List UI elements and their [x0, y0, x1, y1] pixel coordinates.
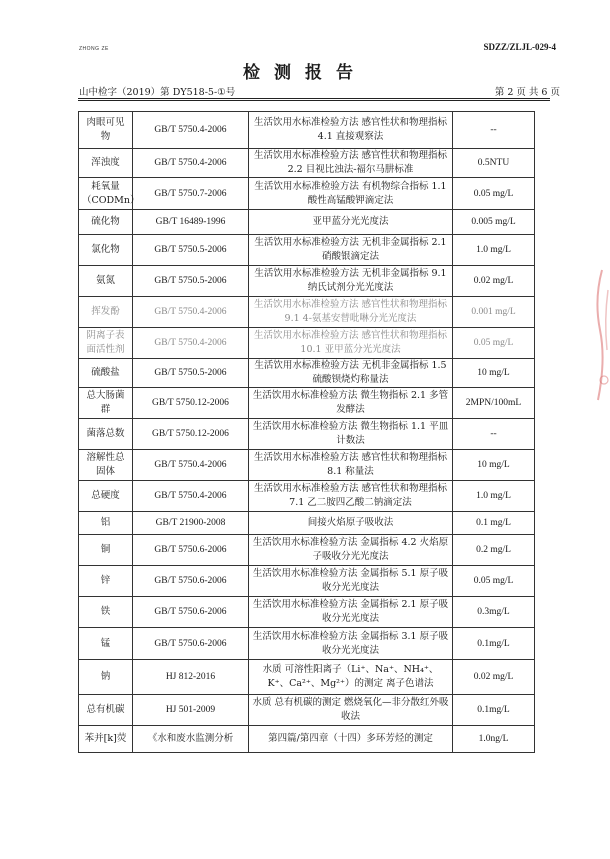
table-row — [79, 660, 535, 695]
method-cell: 生活饮用水标准检验方法 微生物指标 1.1 平皿计数法 — [249, 419, 453, 450]
method-cell: 生活饮用水标准检验方法 无机非金属指标 9.1 纳氏试剂分光光度法 — [249, 266, 453, 297]
table-row — [79, 266, 535, 297]
standard-cell: GB/T 5750.7-2006 — [133, 178, 249, 210]
method-cell: 生活饮用水标准检验方法 金属指标 3.1 原子吸收分光光度法 — [249, 628, 453, 660]
table-row — [79, 512, 535, 535]
detection-limit-cell: 1.0 mg/L — [453, 481, 535, 512]
method-cell: 间接火焰原子吸收法 — [249, 512, 453, 535]
test-item-cell: 铜 — [79, 535, 133, 566]
detection-limit-cell: 0.1 mg/L — [453, 512, 535, 535]
test-item-cell: 硫酸盐 — [79, 359, 133, 388]
method-cell: 生活饮用水标准检验方法 金属指标 4.2 火焰原子吸收分光光度法 — [249, 535, 453, 566]
standard-cell: HJ 812-2016 — [133, 660, 249, 695]
test-item-cell: 菌落总数 — [79, 419, 133, 450]
detection-limit-cell: 10 mg/L — [453, 359, 535, 388]
detection-limit-cell: 0.5NTU — [453, 149, 535, 178]
table-row — [79, 535, 535, 566]
test-item-cell: 阴离子表面活性剂 — [79, 328, 133, 359]
detection-limit-cell: 0.05 mg/L — [453, 178, 535, 210]
test-item-cell: 铁 — [79, 597, 133, 628]
method-cell: 水质 可溶性阳离子（Li⁺、Na⁺、NH₄⁺、K⁺、Ca²⁺、Mg²⁺）的测定 离子色谱法 — [249, 660, 453, 695]
standard-cell: GB/T 5750.4-2006 — [133, 297, 249, 328]
detection-limit-cell: -- — [453, 419, 535, 450]
test-item-cell: 锌 — [79, 566, 133, 597]
standard-cell: GB/T 5750.4-2006 — [133, 481, 249, 512]
standard-cell: GB/T 5750.12-2006 — [133, 419, 249, 450]
table-row — [79, 450, 535, 481]
table-row — [79, 235, 535, 266]
test-item-cell: 总硬度 — [79, 481, 133, 512]
standard-cell: HJ 501-2009 — [133, 695, 249, 726]
standard-cell: GB/T 5750.6-2006 — [133, 535, 249, 566]
method-cell: 生活饮用水标准检验方法 感官性状和物理指标 8.1 称量法 — [249, 450, 453, 481]
test-item-cell: 总有机碳 — [79, 695, 133, 726]
method-cell: 生活饮用水标准检验方法 有机物综合指标 1.1 酸性高锰酸钾滴定法 — [249, 178, 453, 210]
detection-limit-cell: 0.05 mg/L — [453, 566, 535, 597]
test-item-cell: 总大肠菌群 — [79, 388, 133, 419]
company-logo: ZHONG ZE — [79, 46, 109, 52]
test-method-table — [78, 111, 535, 753]
report-title: 检测报告 — [243, 63, 367, 83]
table-row — [79, 628, 535, 660]
test-item-cell: 氯化物 — [79, 235, 133, 266]
table-row — [79, 726, 535, 753]
standard-cell: GB/T 5750.4-2006 — [133, 328, 249, 359]
table-row — [79, 149, 535, 178]
method-cell: 生活饮用水标准检验方法 感官性状和物理指标 7.1 乙二胺四乙酸二钠滴定法 — [249, 481, 453, 512]
test-item-cell: 耗氧量（CODMn） — [79, 178, 133, 210]
table-row — [79, 297, 535, 328]
detection-limit-cell: 0.3mg/L — [453, 597, 535, 628]
table-row — [79, 566, 535, 597]
document-number: SDZZ/ZLJL-029-4 — [483, 42, 556, 52]
table-row — [79, 597, 535, 628]
standard-cell: GB/T 5750.4-2006 — [133, 112, 249, 149]
test-item-cell: 肉眼可见物 — [79, 112, 133, 149]
method-cell: 亚甲蓝分光光度法 — [249, 210, 453, 235]
detection-limit-cell: 0.2 mg/L — [453, 535, 535, 566]
standard-cell: 《水和废水监测分析 — [133, 726, 249, 753]
detection-limit-cell: 0.05 mg/L — [453, 328, 535, 359]
test-item-cell: 溶解性总固体 — [79, 450, 133, 481]
detection-limit-cell: 0.001 mg/L — [453, 297, 535, 328]
header-rule-thin — [78, 100, 550, 101]
table-row — [79, 210, 535, 235]
method-cell: 生活饮用水标准检验方法 金属指标 2.1 原子吸收分光光度法 — [249, 597, 453, 628]
method-cell: 第四篇/第四章（十四）多环芳烃的测定 — [249, 726, 453, 753]
standard-cell: GB/T 5750.6-2006 — [133, 597, 249, 628]
standard-cell: GB/T 5750.6-2006 — [133, 566, 249, 597]
detection-limit-cell: 0.1mg/L — [453, 695, 535, 726]
test-item-cell: 挥发酚 — [79, 297, 133, 328]
header-rule-thick — [78, 98, 550, 99]
red-stamp-edge — [588, 260, 610, 420]
method-cell: 水质 总有机碳的测定 燃烧氧化—非分散红外吸收法 — [249, 695, 453, 726]
detection-limit-cell: 10 mg/L — [453, 450, 535, 481]
test-item-cell: 铝 — [79, 512, 133, 535]
test-item-cell: 浑浊度 — [79, 149, 133, 178]
detection-limit-cell: 0.02 mg/L — [453, 660, 535, 695]
detection-limit-cell: 0.02 mg/L — [453, 266, 535, 297]
standard-cell: GB/T 16489-1996 — [133, 210, 249, 235]
method-cell: 生活饮用水标准检验方法 金属指标 5.1 原子吸收分光光度法 — [249, 566, 453, 597]
page-indicator: 第 2 页 共 6 页 — [494, 87, 560, 98]
standard-cell: GB/T 5750.6-2006 — [133, 628, 249, 660]
method-cell: 生活饮用水标准检验方法 微生物指标 2.1 多管发酵法 — [249, 388, 453, 419]
detection-limit-cell: 0.1mg/L — [453, 628, 535, 660]
table-row — [79, 359, 535, 388]
test-item-cell: 钠 — [79, 660, 133, 695]
table-row — [79, 112, 535, 149]
detection-limit-cell: 2MPN/100mL — [453, 388, 535, 419]
detection-limit-cell: 1.0ng/L — [453, 726, 535, 753]
test-item-cell: 锰 — [79, 628, 133, 660]
test-item-cell: 苯并[k]荧 — [79, 726, 133, 753]
report-number: 山中检字（2019）第 DY518-5-①号 — [79, 87, 236, 98]
standard-cell: GB/T 5750.5-2006 — [133, 359, 249, 388]
method-cell: 生活饮用水标准检验方法 感官性状和物理指标 4.1 直接观察法 — [249, 112, 453, 149]
method-cell: 生活饮用水标准检验方法 无机非金属指标 1.5 硫酸钡烧灼称量法 — [249, 359, 453, 388]
method-cell: 生活饮用水标准检验方法 感官性状和物理指标 9.1 4-氨基安替吡啉分光光度法 — [249, 297, 453, 328]
detection-limit-cell: -- — [453, 112, 535, 149]
table-row — [79, 178, 535, 210]
standard-cell: GB/T 5750.5-2006 — [133, 266, 249, 297]
detection-limit-cell: 0.005 mg/L — [453, 210, 535, 235]
table-row — [79, 419, 535, 450]
method-cell: 生活饮用水标准检验方法 感官性状和物理指标 10.1 亚甲蓝分光光度法 — [249, 328, 453, 359]
standard-cell: GB/T 5750.4-2006 — [133, 149, 249, 178]
standard-cell: GB/T 5750.12-2006 — [133, 388, 249, 419]
detection-limit-cell: 1.0 mg/L — [453, 235, 535, 266]
table-row — [79, 695, 535, 726]
test-item-cell: 氨氮 — [79, 266, 133, 297]
method-cell: 生活饮用水标准检验方法 无机非金属指标 2.1 硝酸银滴定法 — [249, 235, 453, 266]
standard-cell: GB/T 21900-2008 — [133, 512, 249, 535]
table-row — [79, 328, 535, 359]
standard-cell: GB/T 5750.5-2006 — [133, 235, 249, 266]
standard-cell: GB/T 5750.4-2006 — [133, 450, 249, 481]
test-item-cell: 硫化物 — [79, 210, 133, 235]
table-row — [79, 388, 535, 419]
method-cell: 生活饮用水标准检验方法 感官性状和物理指标 2.2 目视比浊法-福尔马肼标准 — [249, 149, 453, 178]
table-row — [79, 481, 535, 512]
